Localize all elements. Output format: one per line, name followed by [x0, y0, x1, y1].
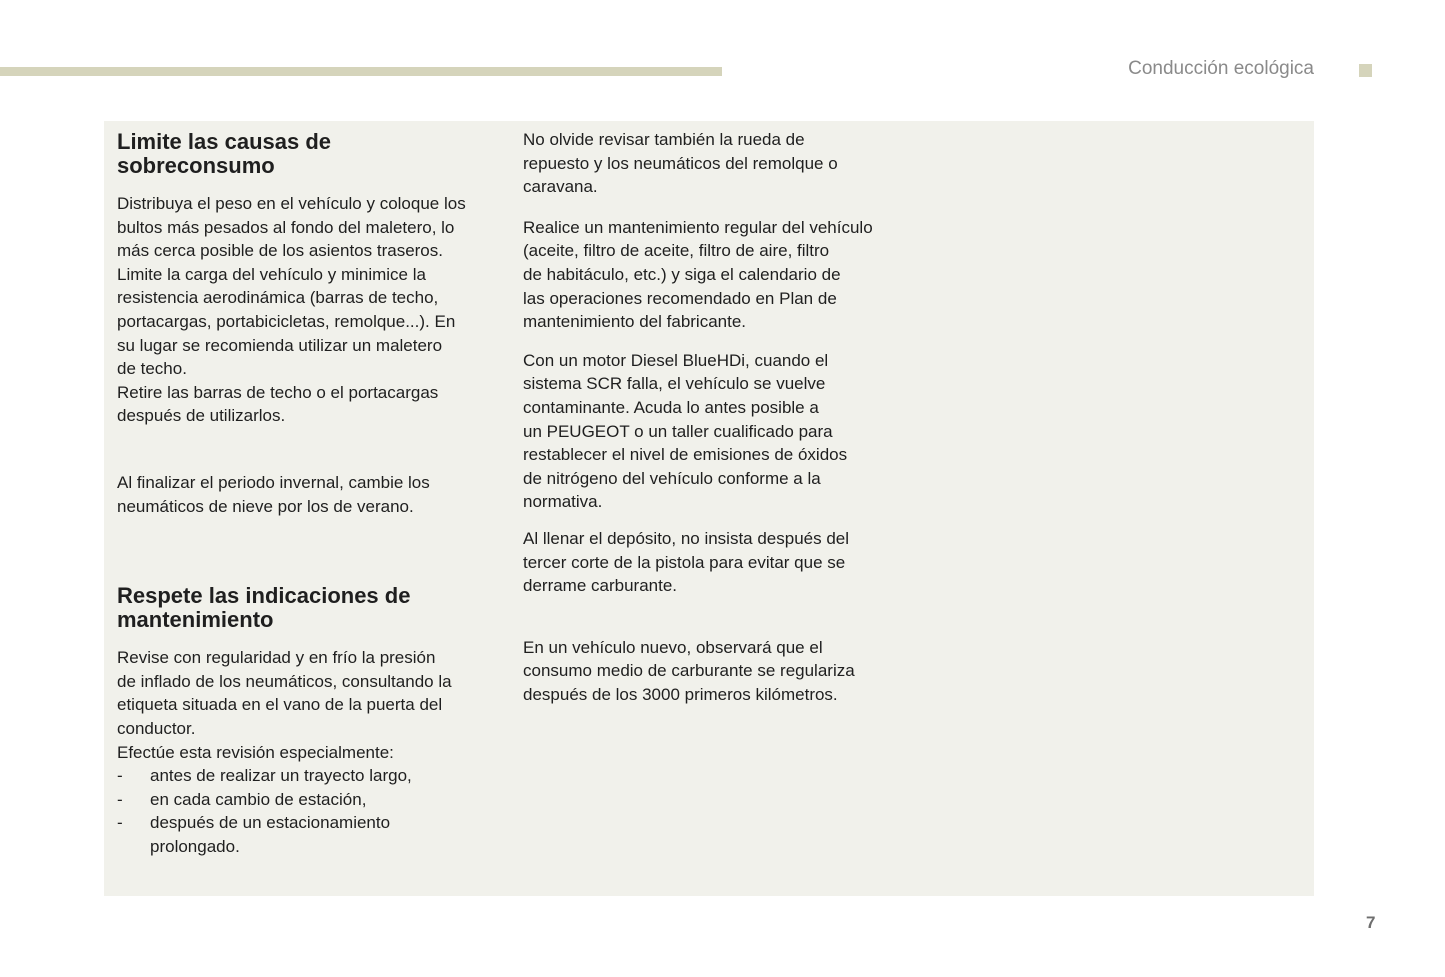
- text-line: de inflado de los neumáticos, consultando la: [117, 671, 452, 691]
- paragraph-regular-maintenance: [523, 216, 913, 334]
- text-line: contaminante. Acuda lo antes posible a: [523, 397, 819, 417]
- text-line: tercer corte de la pistola para evitar que se: [523, 552, 846, 572]
- text-line: de nitrógeno del vehículo conforme a la: [523, 468, 821, 488]
- page-number: 7: [1366, 913, 1376, 932]
- paragraph-refuelling: [523, 527, 913, 598]
- text-line: de habitáculo, etc.) y siga el calendario de: [523, 264, 841, 284]
- text-line: un PEUGEOT o un taller cualificado para: [523, 421, 833, 441]
- check-list: [117, 764, 497, 858]
- text-line: Realice un mantenimiento regular del vehículo: [523, 217, 873, 237]
- list-item: [117, 811, 497, 858]
- bullet-dash: -: [117, 766, 123, 786]
- paragraph-weight-distribution: [117, 192, 497, 428]
- list-item-text: prolongado.: [150, 836, 240, 856]
- text-line: Limite la carga del vehículo y minimice la: [117, 264, 426, 284]
- left-column: [117, 130, 497, 858]
- paragraph-spare-wheel: [523, 128, 913, 199]
- bullet-dash: -: [117, 813, 123, 833]
- section-title: Conducción ecológica: [1128, 58, 1314, 79]
- text-line: derrame carburante.: [523, 576, 678, 596]
- list-item: [117, 764, 497, 788]
- text-line: resistencia aerodinámica (barras de techo,: [117, 288, 439, 308]
- text-line: de techo.: [117, 359, 187, 379]
- text-line: Al llenar el depósito, no insista después del: [523, 528, 850, 548]
- text-line: No olvide revisar también la rueda de: [523, 130, 805, 149]
- text-line: después de utilizarlos.: [117, 406, 286, 426]
- text-line: bultos más pesados al fondo del maletero, lo: [117, 217, 455, 237]
- text-line: (aceite, filtro de aceite, filtro de aire, filtro: [523, 241, 830, 261]
- text-line: mantenimiento del fabricante.: [523, 312, 747, 332]
- text-line: Efectúe esta revisión especialmente:: [117, 742, 394, 762]
- text-line: neumáticos de nieve por los de verano.: [117, 496, 414, 516]
- list-item-text: antes de realizar un trayecto largo,: [150, 766, 412, 786]
- text-line: restablecer el nivel de emisiones de óxidos: [523, 445, 848, 465]
- text-line: repuesto y los neumáticos del remolque o: [523, 153, 838, 173]
- heading-overconsumption: [117, 130, 497, 178]
- right-column: [523, 128, 913, 706]
- paragraph-new-vehicle: [523, 636, 913, 707]
- paragraph-winter-tyres: [117, 471, 497, 518]
- text-line: Al finalizar el periodo invernal, cambie los: [117, 472, 430, 492]
- text-line: normativa.: [523, 492, 603, 512]
- heading-line: sobreconsumo: [117, 153, 275, 178]
- heading-line: mantenimiento: [117, 607, 274, 633]
- text-line: su lugar se recomienda utilizar un maletero: [117, 335, 443, 355]
- text-line: caravana.: [523, 177, 598, 197]
- text-line: más cerca posible de los asientos traseros.: [117, 241, 443, 261]
- list-item-text: después de un estacionamiento: [150, 813, 391, 833]
- text-line: después de los 3000 primeros kilómetros.: [523, 684, 838, 704]
- text-line: Con un motor Diesel BlueHDi, cuando el: [523, 350, 829, 370]
- bullet-dash: -: [117, 789, 123, 809]
- text-line: conductor.: [117, 718, 196, 738]
- section-marker-square: [1359, 64, 1372, 77]
- text-line: En un vehículo nuevo, observará que el: [523, 637, 823, 657]
- heading-line: Limite las causas de: [117, 129, 331, 154]
- header-rule: [0, 67, 722, 76]
- list-item: [117, 788, 497, 812]
- text-line: Retire las barras de techo o el portacargas: [117, 382, 439, 402]
- paragraph-tyre-pressure: [117, 646, 497, 764]
- list-item-text: en cada cambio de estación,: [150, 789, 367, 809]
- heading-line: Respete las indicaciones de: [117, 583, 411, 609]
- text-line: portacargas, portabicicletas, remolque...). En: [117, 311, 456, 331]
- heading-maintenance: [117, 584, 497, 632]
- text-line: etiqueta situada en el vano de la puerta del: [117, 695, 443, 715]
- paragraph-bluehdi-scr: [523, 349, 913, 514]
- text-line: consumo medio de carburante se regulariza: [523, 661, 855, 681]
- text-line: Distribuya el peso en el vehículo y coloque los: [117, 194, 466, 213]
- text-line: las operaciones recomendado en Plan de: [523, 288, 837, 308]
- text-line: sistema SCR falla, el vehículo se vuelve: [523, 374, 826, 394]
- text-line: Revise con regularidad y en frío la presión: [117, 648, 436, 668]
